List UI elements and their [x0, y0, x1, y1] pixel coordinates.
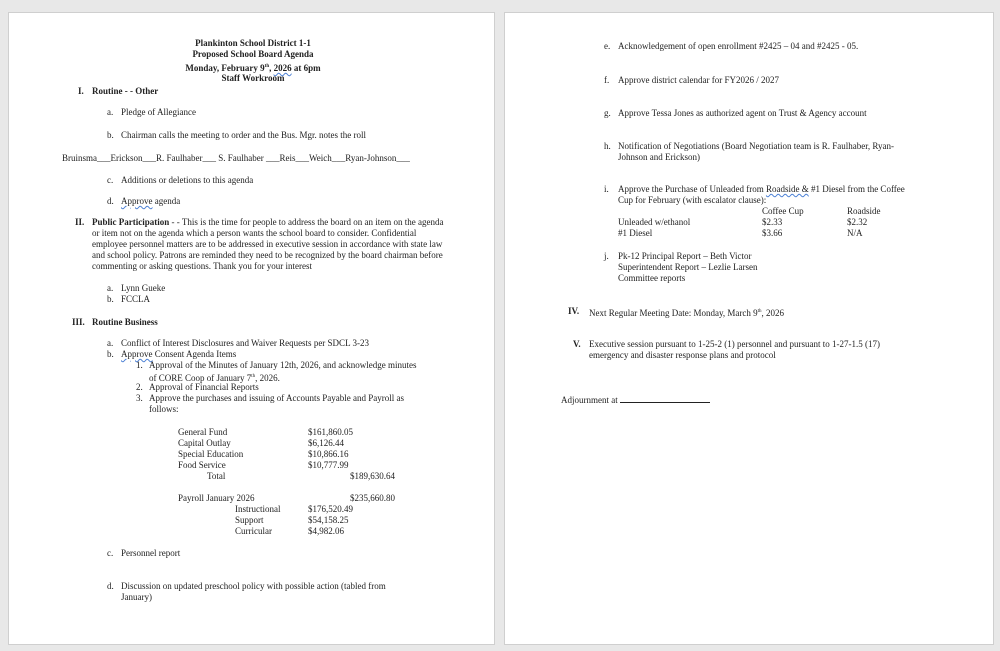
item-2a: Lynn Gueke: [121, 283, 166, 293]
item-3b3-line2: follows:: [149, 404, 179, 414]
section-2-title: Public Participation: [92, 217, 170, 227]
meeting-location: Staff Workroom: [221, 73, 285, 83]
item-2a-label: a.: [107, 283, 114, 293]
fund-amount: $10,866.16: [308, 449, 349, 459]
fuel-price: $2.33: [762, 217, 783, 227]
item-3h-label: h.: [604, 141, 611, 151]
fuel-price: N/A: [847, 228, 863, 238]
doc-title: Plankinton School District 1-1: [195, 38, 311, 48]
fund-amount: $161,860.05: [308, 427, 353, 437]
item-1a: Pledge of Allegiance: [121, 107, 196, 117]
fuel-row-name: Unleaded w/ethanol: [618, 217, 691, 227]
section-4-num: IV.: [568, 306, 580, 316]
item-3j-line3: Committee reports: [618, 273, 686, 283]
item-3d-label: d.: [107, 581, 114, 591]
item-3b1-label: 1.: [136, 360, 143, 370]
item-3b-label: b.: [107, 349, 114, 359]
item-3i-line2: Cup for February (with escalator clause):: [618, 195, 767, 205]
adjournment: [561, 394, 710, 406]
item-1b-label: b.: [107, 130, 114, 140]
item-1a-label: a.: [107, 107, 114, 117]
payroll-label: Payroll January 2026: [178, 493, 255, 503]
approve-word: Approve: [121, 349, 153, 359]
roadside-word: Roadside &: [765, 184, 809, 194]
sup: th: [757, 309, 762, 314]
fund-name: Special Education: [178, 449, 244, 459]
payroll-item: Instructional: [235, 504, 281, 514]
roll-call: Bruinsma___Erickson___R. Faulhaber___ S. Faulhaber ___Reis___Weich___Ryan-Johnson___: [62, 153, 410, 163]
item-2b: FCCLA: [121, 294, 151, 304]
text: of CORE Coop of January 7: [149, 373, 252, 383]
fund-name: Food Service: [178, 460, 226, 470]
section-5-line1: Executive session pursuant to 1-25-2 (1) personnel and pursuant to 1-27-1.5 (17): [589, 339, 880, 349]
fund-name: General Fund: [178, 427, 228, 437]
item-3b: [121, 349, 236, 360]
item-1d: [121, 196, 180, 207]
date-sup: th: [264, 64, 270, 69]
item-1d-label: d.: [107, 196, 114, 206]
payroll-item: Curricular: [235, 526, 272, 536]
text: #1 Diesel from the Coffee: [808, 184, 905, 194]
fuel-row-name: #1 Diesel: [618, 228, 653, 238]
sup: th: [251, 374, 256, 379]
item-3d-line2: January): [121, 592, 152, 602]
item-3c: Personnel report: [121, 548, 181, 558]
fuel-price: $3.66: [762, 228, 783, 238]
item-3h-line1: Notification of Negotiations (Board Negotiation team is R. Faulhaber, Ryan-: [618, 141, 894, 151]
item-3g: Approve Tessa Jones as authorized agent on Trust & Agency account: [618, 108, 867, 118]
item-3f-label: f.: [604, 75, 610, 85]
item-3a: Conflict of Interest Disclosures and Waiver Requests per SDCL 3-23: [121, 338, 369, 348]
item-3c-label: c.: [107, 548, 114, 558]
item-3b1-line1: Approval of the Minutes of January 12th, 2026, and acknowledge minutes: [149, 360, 417, 370]
item-3g-label: g.: [604, 108, 611, 118]
adjournment-label: Adjournment at: [561, 395, 618, 405]
item-3d-line1: Discussion on updated preschool policy with possible action (tabled from: [121, 581, 386, 591]
approve-word: Approve: [121, 196, 153, 206]
date-text: Monday, February 9: [185, 63, 265, 73]
fuel-col-header: Coffee Cup: [762, 206, 804, 216]
item-3f: Approve district calendar for FY2026 / 2027: [618, 75, 779, 85]
section-3-title: Routine Business: [92, 317, 158, 327]
item-1c-label: c.: [107, 175, 114, 185]
section-1-num: I.: [78, 86, 84, 96]
date-time: at 6pm: [291, 63, 321, 73]
text: Next Regular Meeting Date: Monday, March 9: [589, 308, 758, 318]
section-2-paragraph: [92, 217, 444, 272]
fund-amount: $10,777.99: [308, 460, 349, 470]
fund-name: Capital Outlay: [178, 438, 231, 448]
item-3e: Acknowledgement of open enrollment #2425 – 04 and #2425 - 05.: [618, 41, 859, 51]
text: , 2026.: [255, 373, 280, 383]
meeting-date: Monday, February 9th, 2026 at 6pm: [185, 63, 321, 73]
item-1b: Chairman calls the meeting to order and the Bus. Mgr. notes the roll: [121, 130, 366, 140]
item-3b-text: Consent Agenda Items: [152, 349, 237, 359]
item-3j-line1: Pk-12 Principal Report – Beth Victor: [618, 251, 752, 261]
page-2: [504, 12, 994, 645]
item-3e-label: e.: [604, 41, 611, 51]
item-1d-text: agenda: [152, 196, 181, 206]
item-3b2: Approval of Financial Reports: [149, 382, 259, 392]
payroll-item: Support: [235, 515, 264, 525]
payroll-item-amount: $4,982.06: [308, 526, 344, 536]
item-3a-label: a.: [107, 338, 114, 348]
adjournment-blank: [620, 394, 710, 403]
section-2-text: - - This is the time for people to address the board on an item on the agenda or item not on the agenda which a person wants the school board to consider. Confidential employee personnel matters are to be addressed in executive session in accordance with state law and school policy. Patrons are reminded they need to be recognized by the board chairman before commenting or asking questions. Thank you for your interest: [92, 217, 444, 271]
fuel-col-header: Roadside: [847, 206, 881, 216]
item-3b2-label: 2.: [136, 382, 143, 392]
section-3-num: III.: [72, 317, 85, 327]
text: Approve the Purchase of Unleaded from: [618, 184, 766, 194]
total-label: Total: [207, 471, 226, 481]
section-5-line2: emergency and disaster response plans and protocol: [589, 350, 776, 360]
section-5-num: V.: [573, 339, 581, 349]
item-3j-line2: Superintendent Report – Lezlie Larsen: [618, 262, 758, 272]
item-2b-label: b.: [107, 294, 114, 304]
item-3i-label: i.: [604, 184, 609, 194]
page-1: [8, 12, 495, 645]
section-4-text: [589, 306, 784, 319]
payroll-amount: $235,660.80: [350, 493, 395, 503]
date-year: 2026: [273, 63, 292, 73]
text: , 2026: [761, 308, 785, 318]
item-3b3-label: 3.: [136, 393, 143, 403]
item-1c: Additions or deletions to this agenda: [121, 175, 254, 185]
item-3i-line1: [618, 184, 905, 195]
payroll-item-amount: $176,520.49: [308, 504, 353, 514]
doc-subtitle: Proposed School Board Agenda: [192, 49, 314, 59]
payroll-item-amount: $54,158.25: [308, 515, 349, 525]
total-amount: $189,630.64: [350, 471, 395, 481]
item-3b3-line1: Approve the purchases and issuing of Accounts Payable and Payroll as: [149, 393, 404, 403]
section-1-title: Routine - - Other: [92, 86, 159, 96]
fund-amount: $6,126.44: [308, 438, 344, 448]
section-2-num: II.: [75, 217, 85, 227]
fuel-price: $2.32: [847, 217, 868, 227]
item-3h-line2: Johnson and Erickson): [618, 152, 700, 162]
item-3j-label: j.: [604, 251, 609, 261]
